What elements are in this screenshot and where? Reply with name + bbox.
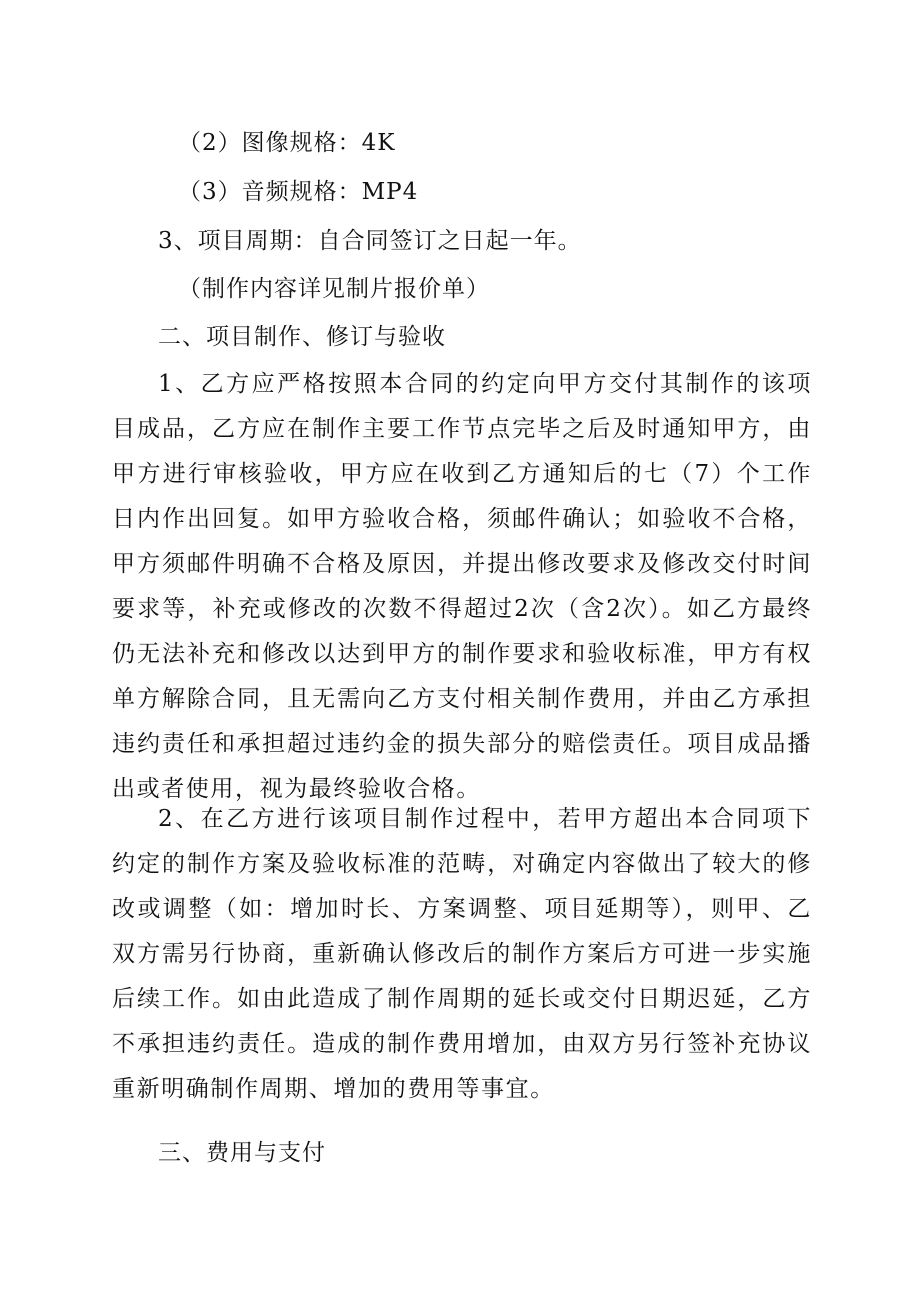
quote-note-line: （制作内容详见制片报价单） (178, 276, 490, 302)
section2-paragraph-2: 2、在乙方进行该项目制作过程中，若甲方超出本合同项下约定的制作方案及验收标准的范畴，对确定内容做出了较大的修改或调整（如：增加时长、方案调整、项目延期等），则甲、乙双方需另行协商，重新确认修改后的制作方案后方可进一步实施后续工作。如由此造成了制作周期的延长或交付日期迟延，乙方不承担违约责任。造成的制作费用增加，由双方另行签补充协议重新明确制作周期、增加的费用等事宜。 (112, 806, 812, 1102)
project-period-line: 3、项目周期：自合同签订之日起一年。 (158, 228, 582, 254)
section3-heading: 三、费用与支付 (158, 1140, 326, 1166)
spec-audio-line: （3）音频规格：MP4 (178, 179, 419, 205)
section2-paragraph-1: 1、乙方应严格按照本合同的约定向甲方交付其制作的该项目成品，乙方应在制作主要工作节点完毕之后及时通知甲方，由甲方进行审核验收，甲方应在收到乙方通知后的七（7）个工作日内作出回复。如甲方验收合格，须邮件确认；如验收不合格，甲方须邮件明确不合格及原因，并提出修改要求及修改交付时间要求等，补充或修改的次数不得超过2次（含2次）。如乙方最终仍无法补充和修改以达到甲方的制作要求和验收标准，甲方有权单方解除合同，且无需向乙方支付相关制作费用，并由乙方承担违约责任和承担超过违约金的损失部分的赔偿责任。项目成品播出或者使用，视为最终验收合格。 (112, 371, 812, 802)
section2-heading: 二、项目制作、修订与验收 (158, 324, 446, 350)
spec-image-line: （2）图像规格：4K (178, 130, 396, 156)
